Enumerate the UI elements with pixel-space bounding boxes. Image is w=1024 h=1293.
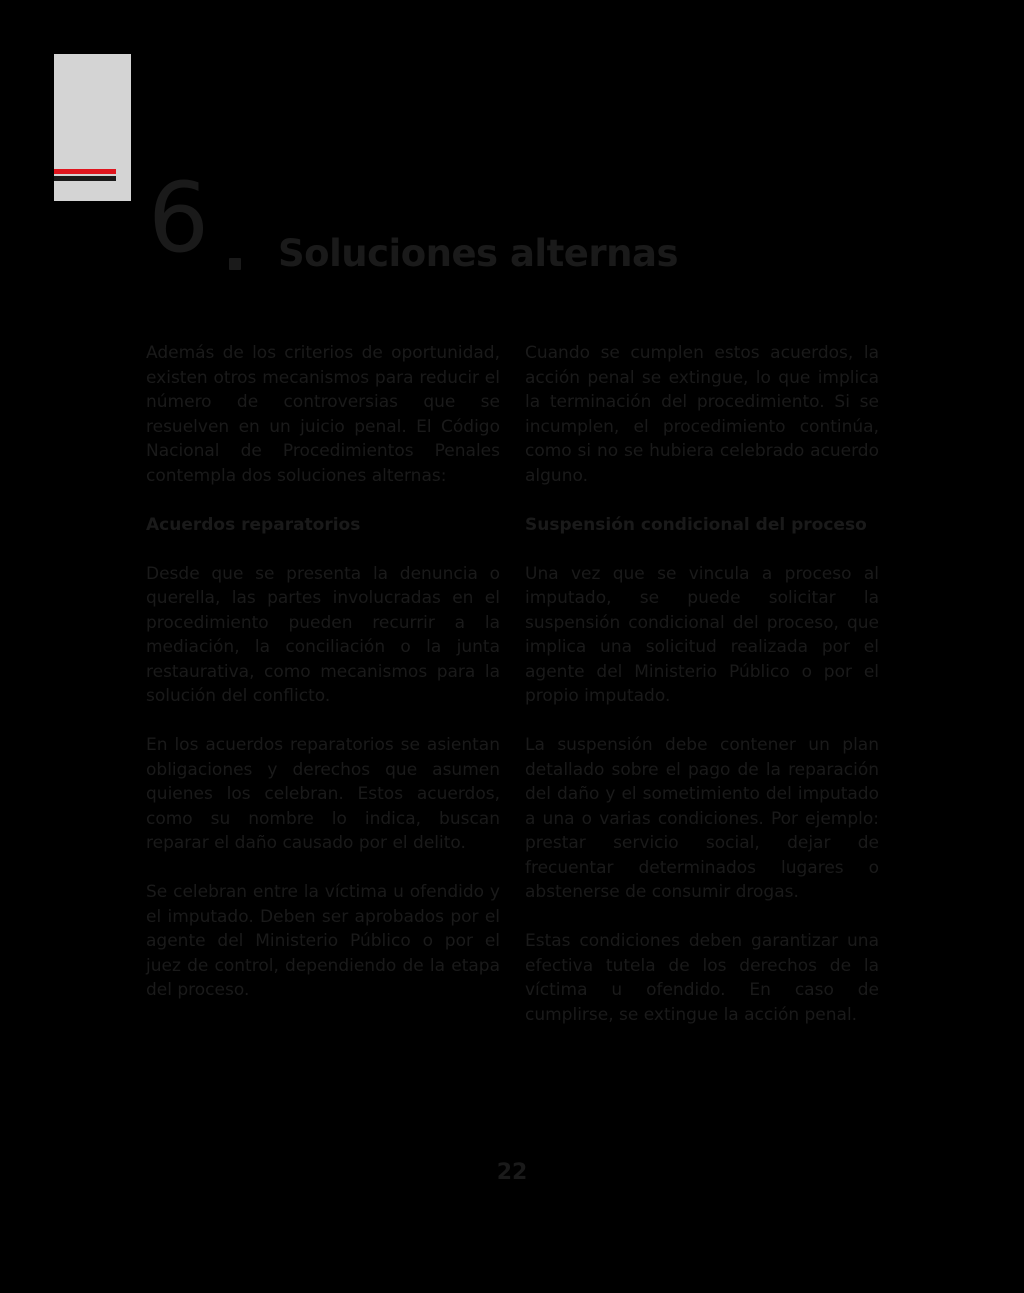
chapter-number: 6 <box>148 162 208 274</box>
chapter-number-dot <box>229 258 241 270</box>
chapter-tab-decoration <box>54 54 131 201</box>
body-paragraph: Una vez que se vincula a proceso al imputado, se puede solicitar la suspensión condicional del proceso, que implica una solicitud realizada por el agente del Ministerio Público o por el propio imputado. <box>525 563 879 706</box>
red-stripe <box>54 169 116 174</box>
dark-stripe <box>54 176 116 181</box>
body-paragraph: Cuando se cumplen estos acuerdos, la acción penal se extingue, lo que implica la terminación del procedimiento. Si se incumplen, el procedimiento continúa, como si no se hubiera celebrado acuerdo alguno. <box>525 343 879 486</box>
body-paragraph: La suspensión debe contener un plan detallado sobre el pago de la reparación del daño y el sometimiento del imputado a una o varias condiciones. Por ejemplo: prestar servicio social, dejar de frecuentar determinados lugares o abstenerse de consumir drogas. <box>525 735 879 902</box>
chapter-title: Soluciones alternas <box>278 232 678 275</box>
body-paragraph: Se celebran entre la víctima u ofendido y el imputado. Deben ser aprobados por el agente del Ministerio Público o por el juez de control, dependiendo de la etapa del proceso. <box>146 882 500 1000</box>
right-column <box>525 341 879 1052</box>
left-column <box>146 341 500 1027</box>
body-paragraph: Desde que se presenta la denuncia o querella, las partes involucradas en el procedimiento pueden recurrir a la mediación, la conciliación o la junta restaurativa, como mecanismos para la solución del conflicto. <box>146 563 500 706</box>
body-paragraph: En los acuerdos reparatorios se asientan obligaciones y derechos que asumen quienes los celebran. Estos acuerdos, como su nombre lo indica, buscan reparar el daño causado por el delito. <box>146 735 500 853</box>
intro-paragraph: Además de los criterios de oportunidad, existen otros mecanismos para reducir el número de controversias que se resuelven en un juicio penal. El Código Nacional de Procedimientos Penales contempla dos soluciones alternas: <box>146 343 500 486</box>
body-paragraph: Estas condiciones deben garantizar una efectiva tutela de los derechos de la víctima u ofendido. En caso de cumplirse, se extingue la acción penal. <box>525 931 879 1025</box>
section-heading-acuerdos: Acuerdos reparatorios <box>146 514 361 535</box>
page-number: 22 <box>496 1160 528 1185</box>
section-heading-suspension: Suspensión condicional del proceso <box>525 514 867 535</box>
